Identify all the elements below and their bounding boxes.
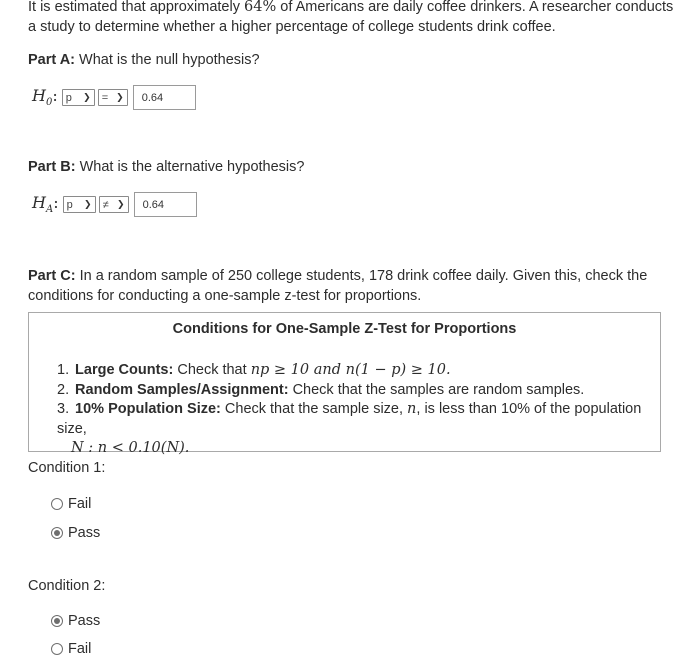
condition-1-label: Condition 1:	[28, 460, 106, 476]
part-b-question	[28, 159, 304, 175]
null-hypothesis-symbol: $H_0$:	[32, 86, 58, 109]
conditions-box	[28, 312, 661, 456]
null-operator-select[interactable]: = ❯	[98, 89, 128, 106]
radio-unchecked-icon[interactable]	[51, 498, 63, 510]
chevron-down-icon: ❯	[117, 199, 125, 209]
part-b-text: What is the alternative hypothesis?	[75, 159, 305, 175]
chevron-down-icon: ❯	[84, 199, 92, 209]
conditions-title: Conditions for One-Sample Z-Test for Proportions	[172, 321, 517, 337]
part-c-label: Part C:	[28, 268, 76, 284]
null-param-select[interactable]: p ❯	[62, 89, 95, 106]
alt-value-input[interactable]: 0.64	[134, 192, 197, 217]
condition-item-2: 2. Random Samples/Assignment: Check that the samples are random samples.	[57, 381, 585, 398]
part-b-label: Part B:	[28, 159, 76, 175]
intro-percent: 64%	[244, 0, 277, 15]
conditions-list	[57, 361, 657, 459]
condition-2-label: Condition 2:	[28, 578, 106, 594]
radio-checked-icon[interactable]	[51, 527, 63, 539]
part-a-label: Part A:	[28, 52, 75, 68]
chevron-down-icon: ❯	[116, 92, 124, 102]
part-c-text: In a random sample of 250 college students, 178 drink coffee daily. Given this, check the conditions for conducting a one-sample z-test for proportions.	[28, 268, 648, 304]
intro-text-2: of Americans are daily coffee drinkers. A researcher conducts a study to determine whether a higher percentage of college students drink coffee.	[28, 0, 674, 35]
condition-item-1: 1. Large Counts: Check that np ≥ 10 and n(1 − p) ≥ 10.	[57, 362, 451, 378]
part-c-question	[28, 266, 668, 306]
radio-checked-icon[interactable]	[51, 615, 63, 627]
part-a-text: What is the null hypothesis?	[75, 52, 260, 68]
null-hypothesis-row	[32, 85, 196, 110]
condition-2-option-pass[interactable]: Pass	[51, 613, 100, 629]
condition-2-option-fail[interactable]: Fail	[51, 641, 91, 657]
alt-operator-select[interactable]: ≠ ❯	[99, 196, 129, 213]
condition-1-option-pass[interactable]: Pass	[51, 525, 100, 541]
condition-item-3: 3. 10% Population Size: Check that the sample size, n, is less than 10% of the population size, N : n < 0.10(N).	[57, 401, 642, 456]
problem-intro	[28, 0, 678, 37]
condition-1-option-fail[interactable]: Fail	[51, 496, 91, 512]
alt-hypothesis-symbol: $H_A$:	[32, 193, 59, 216]
part-a-question	[28, 52, 260, 68]
alt-param-select[interactable]: p ❯	[63, 196, 96, 213]
alt-hypothesis-row	[32, 192, 197, 217]
radio-unchecked-icon[interactable]	[51, 643, 63, 655]
intro-text-1: It is estimated that approximately	[28, 0, 244, 15]
chevron-down-icon: ❯	[83, 92, 91, 102]
null-value-input[interactable]: 0.64	[133, 85, 196, 110]
